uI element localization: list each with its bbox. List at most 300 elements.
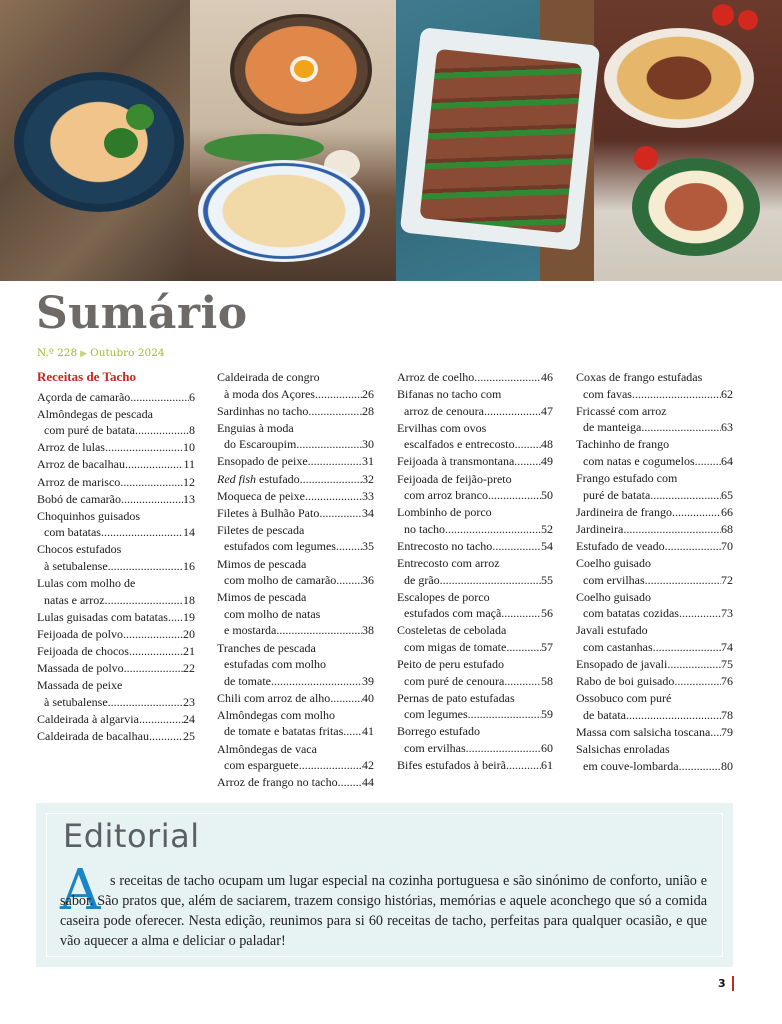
- toc-page-number: 36: [362, 573, 374, 588]
- toc-entry[interactable]: [217, 403, 374, 420]
- toc-entry[interactable]: [576, 673, 733, 690]
- dot-leader: [120, 474, 183, 491]
- toc-entry[interactable]: [576, 555, 733, 588]
- toc-entry[interactable]: [217, 505, 374, 522]
- toc-column-3: [397, 369, 553, 774]
- toc-page-number: 28: [362, 403, 374, 418]
- toc-page-number: 74: [721, 640, 733, 654]
- blue-plate: [14, 72, 184, 212]
- sliced-meat: [420, 49, 583, 233]
- dot-leader: [623, 521, 721, 538]
- dot-leader: [308, 453, 362, 470]
- toc-entry-title: Arroz de coelho: [397, 370, 475, 384]
- toc-entry-title: Caldeirada de bacalhau: [37, 728, 149, 743]
- toc-entry[interactable]: [217, 741, 374, 774]
- dot-leader: [139, 711, 183, 728]
- toc-entry-title: de manteiga: [583, 420, 642, 435]
- toc-entry-title: com molho de natas: [224, 606, 321, 621]
- toc-entry[interactable]: [217, 453, 374, 470]
- toc-entry-title: Choquinhos guisados: [37, 508, 141, 523]
- toc-entry[interactable]: [576, 538, 733, 555]
- toc-entry-title: Feijoada à transmontana: [397, 454, 515, 469]
- toc-page-number: 16: [183, 559, 195, 574]
- toc-entry-title: Arroz de bacalhau: [37, 457, 125, 472]
- toc-entry-title: Borrego estufado: [397, 724, 480, 739]
- toc-entry-title: à setubalense: [44, 694, 108, 709]
- dot-leader: [125, 456, 183, 473]
- toc-entry[interactable]: [217, 589, 374, 639]
- toc-entry-title: com batatas cozidas: [583, 606, 679, 621]
- dot-leader: [665, 538, 721, 555]
- toc-page-number: 78: [721, 707, 733, 722]
- toc-entry-title: puré de batata: [583, 487, 651, 502]
- dot-leader: [129, 643, 183, 660]
- toc-entry[interactable]: [397, 757, 553, 774]
- toc-page-number: 39: [362, 673, 374, 688]
- toc-page-number: 46: [541, 370, 553, 384]
- toc-entry-title: de grão: [404, 572, 440, 587]
- toc-page-number: 42: [362, 758, 374, 773]
- toc-entry-title: com ervilhas: [583, 572, 645, 587]
- toc-page-number: 20: [183, 626, 195, 641]
- toc-entry-title: à setubalense: [44, 559, 108, 574]
- toc-entry[interactable]: [397, 420, 553, 453]
- toc-page-number: 48: [541, 437, 553, 452]
- toc-page-number: 49: [541, 454, 553, 469]
- toc-entry-title: estufadas com molho: [224, 657, 326, 672]
- toc-entry[interactable]: [37, 491, 195, 508]
- toc-entry-title: Almôndegas com molho: [217, 707, 335, 722]
- page-number: 3: [718, 977, 726, 990]
- toc-entry[interactable]: [576, 369, 733, 402]
- toc-entry-title: Moqueca de peixe: [217, 488, 305, 503]
- toc-entry-title: Enguias à moda: [217, 420, 294, 435]
- toc-entry[interactable]: [576, 741, 733, 774]
- toc-entry[interactable]: [37, 609, 195, 626]
- toc-entry[interactable]: [397, 369, 553, 386]
- toc-entry-title: Ossobuco com puré: [576, 691, 672, 706]
- toc-entry-title: Arroz de frango no tacho: [217, 775, 338, 790]
- toc-page-number: 66: [721, 504, 733, 519]
- toc-entry[interactable]: [576, 656, 733, 673]
- toc-entry-title: Javali estufado: [576, 623, 648, 638]
- toc-page-number: 65: [721, 487, 733, 502]
- toc-entry-title: de tomate e batatas fritas: [224, 724, 344, 739]
- issue-date: Outubro 2024: [90, 347, 165, 359]
- toc-entry[interactable]: [576, 622, 733, 655]
- toc-entry-title: Sardinhas no tacho: [217, 403, 309, 418]
- dot-leader: [336, 572, 362, 589]
- toc-entry-title: Bobó de camarão: [37, 491, 121, 506]
- toc-page-number: 23: [183, 694, 195, 709]
- toc-entry-title: com arroz branco: [404, 488, 488, 503]
- toc-entry-title: no tacho: [404, 521, 445, 536]
- toc-entry-title: Jardineira de frango: [576, 504, 672, 519]
- toc-entry[interactable]: [37, 643, 195, 660]
- toc-entry-title: Fricassé com arroz: [576, 403, 667, 418]
- dot-leader: [679, 605, 721, 622]
- toc-entry[interactable]: [217, 369, 374, 402]
- dot-leader: [466, 740, 541, 757]
- toc-entry[interactable]: [217, 420, 374, 453]
- toc-page-number: 63: [721, 420, 733, 435]
- toc-page-number: 22: [183, 661, 195, 676]
- toc-entry-title: Caldeirada de congro: [217, 370, 320, 384]
- toc-page-number: 34: [362, 505, 374, 520]
- oxtail-plate: [632, 158, 760, 256]
- toc-entry-title: Almôndegas de vaca: [217, 741, 317, 756]
- toc-entry[interactable]: [576, 521, 733, 538]
- toc-entry-title: Costeletas de cebolada: [397, 623, 507, 638]
- toc-entry[interactable]: [217, 690, 374, 707]
- toc-entry-title: arroz de cenoura: [404, 403, 484, 418]
- toc-page-number: 50: [541, 488, 553, 503]
- toc-entry[interactable]: [37, 406, 195, 439]
- dot-leader: [645, 572, 721, 589]
- toc-page-number: 31: [362, 454, 374, 469]
- toc-entry[interactable]: [576, 724, 733, 741]
- egg-yolk: [290, 56, 318, 82]
- toc-entry-title: Bifanas no tacho com: [397, 387, 502, 402]
- toc-entry[interactable]: [37, 575, 195, 608]
- dot-leader: [305, 488, 362, 505]
- toc-entry[interactable]: [397, 656, 553, 689]
- toc-entry-title: do Escaroupim: [224, 437, 297, 452]
- toc-page-number: 58: [541, 673, 553, 688]
- dot-leader: [108, 558, 183, 575]
- dot-leader: [679, 758, 721, 775]
- toc-entry-title: Lulas com molho de: [37, 576, 136, 591]
- toc-entry-title: Escalopes de porco: [397, 589, 490, 604]
- toc-page-number: 32: [362, 471, 374, 486]
- toc-page-number: 35: [362, 539, 374, 554]
- toc-entry-title: com ervilhas: [404, 741, 466, 756]
- toc-entry[interactable]: [397, 453, 553, 470]
- toc-entry-title: de tomate: [224, 673, 271, 688]
- toc-entry[interactable]: [37, 728, 195, 745]
- toc-entry[interactable]: [37, 541, 195, 574]
- herbs: [204, 134, 324, 162]
- toc-entry[interactable]: [397, 504, 553, 537]
- editorial-body: s receitas de tacho ocupam um lugar especial na cozinha portuguesa e são sinónimo de conforto, união e sabor. São pratos que, além de saciarem, trazem consigo histórias, memórias e aquele aconchego que só a comida caseira pode oferecer. Nesta edição, reunimos para si 60 receitas de tacho, perfeitas para qualquer ocasião, e que vão aquecer a alma e deliciar o paladar!: [60, 873, 707, 949]
- toc-entry[interactable]: [217, 522, 374, 555]
- toc-page-number: 24: [183, 711, 195, 726]
- triangle-right-icon: ▶: [80, 349, 88, 359]
- toc-entry-title: Frango estufado com: [576, 471, 678, 486]
- issue-line: [37, 347, 165, 359]
- toc-page-number: 76: [721, 674, 733, 689]
- toc-page-number: 56: [541, 606, 553, 621]
- toc-page-number: 59: [541, 707, 553, 722]
- toc-entry[interactable]: [576, 403, 733, 436]
- toc-entry-title: Entrecosto com arroz: [397, 556, 500, 571]
- toc-entry-title: Mimos de pescada: [217, 590, 307, 605]
- toc-page-number: 25: [183, 728, 195, 743]
- toc-entry[interactable]: [397, 690, 553, 723]
- toc-entry-title: Coelho guisado: [576, 589, 651, 604]
- toc-page-number: 80: [721, 758, 733, 773]
- dot-leader: [135, 422, 189, 439]
- toc-page-number: 47: [541, 403, 553, 418]
- toc-entry-title: Peito de peru estufado: [397, 657, 504, 672]
- editorial-box: [36, 803, 733, 967]
- toc-entry-title: Tranches de pescada: [217, 640, 316, 655]
- toc-entry-title: Ervilhas com ovos: [397, 420, 487, 435]
- toc-entry-title: Feijoada de feijão-preto: [397, 471, 512, 486]
- dot-leader: [641, 419, 721, 436]
- dot-leader: [343, 723, 362, 740]
- toc-page-number: 41: [362, 724, 374, 739]
- toc-page-number: 52: [541, 521, 553, 536]
- toc-entry-title: e mostarda: [224, 623, 277, 638]
- toc-entry-title: Chocos estufados: [37, 542, 122, 557]
- dot-leader: [308, 403, 362, 420]
- toc-entry[interactable]: [397, 622, 553, 655]
- dot-leader: [105, 439, 183, 456]
- dot-leader: [468, 706, 541, 723]
- toc-entry[interactable]: [37, 474, 195, 491]
- spaghetti-plate: [604, 28, 754, 128]
- toc-entry-title: Massada de polvo: [37, 661, 124, 676]
- toc-entry[interactable]: [397, 723, 553, 756]
- toc-entry-title: estufados com legumes: [224, 539, 336, 554]
- toc-entry-title: com puré de cenoura: [404, 673, 505, 688]
- dot-leader: [474, 369, 541, 386]
- toc-page-number: 54: [541, 538, 553, 553]
- dot-leader: [276, 622, 362, 639]
- toc-entry-title: Massada de peixe: [37, 678, 123, 693]
- toc-entry[interactable]: [217, 471, 374, 488]
- header-photo-strip: [0, 0, 782, 281]
- toc-page-number: 26: [362, 386, 374, 401]
- tomato-shape: [712, 4, 734, 26]
- toc-entry-title: Caldeirada à algarvia: [37, 711, 139, 726]
- dot-leader: [121, 491, 183, 508]
- dot-leader: [515, 436, 541, 453]
- broccoli-shape: [104, 128, 138, 158]
- dot-leader: [492, 538, 541, 555]
- toc-entry-title: Feijoada de polvo: [37, 626, 123, 641]
- dot-leader: [330, 690, 362, 707]
- toc-entry-title: Bifes estufados à beirã: [397, 758, 506, 773]
- toc-entry-title: Estufado de veado: [576, 538, 665, 553]
- toc-page-number: 68: [721, 521, 733, 536]
- dot-leader: [506, 757, 541, 774]
- editorial-title: Editorial: [63, 817, 200, 855]
- tomato-shape: [634, 146, 658, 170]
- dot-leader: [336, 538, 362, 555]
- toc-entry-title: estufados com maçã: [404, 606, 502, 621]
- toc-entry[interactable]: [217, 488, 374, 505]
- dot-leader: [338, 774, 362, 791]
- dot-leader: [695, 453, 721, 470]
- dot-leader: [445, 521, 541, 538]
- toc-entry-title: de batata: [583, 707, 626, 722]
- toc-entry-title: com puré de batata: [44, 423, 135, 438]
- issue-number: N.º 228: [37, 347, 78, 359]
- toc-entry[interactable]: [37, 677, 195, 710]
- dot-leader: [667, 656, 721, 673]
- toc-entry[interactable]: [37, 660, 195, 677]
- dot-leader: [626, 707, 721, 724]
- toc-page-number: 61: [541, 758, 553, 773]
- toc-column-1: [37, 369, 195, 745]
- toc-entry[interactable]: [576, 589, 733, 622]
- toc-entry[interactable]: [217, 556, 374, 589]
- toc-entry-title: Arroz de lulas: [37, 440, 105, 455]
- toc-entry-title: com batatas: [44, 525, 101, 540]
- toc-entry[interactable]: [576, 470, 733, 503]
- toc-entry-title: Lulas guisadas com batatas: [37, 609, 168, 624]
- toc-entry-title: Tachinho de frango: [576, 437, 670, 452]
- dot-leader: [488, 487, 541, 504]
- toc-entry[interactable]: [217, 707, 374, 740]
- toc-entry-title: Chili com arroz de alho: [217, 690, 331, 705]
- toc-page-number: 21: [183, 644, 195, 658]
- toc-page-number: 70: [721, 538, 733, 553]
- toc-entry[interactable]: [397, 555, 553, 588]
- toc-page-number: 14: [183, 525, 195, 540]
- page-title: Sumário: [36, 288, 248, 339]
- toc-entry[interactable]: [397, 589, 553, 622]
- photo-acorda: [0, 0, 190, 281]
- toc-entry[interactable]: [37, 508, 195, 541]
- toc-entry[interactable]: [37, 456, 195, 473]
- toc-entry[interactable]: [576, 436, 733, 469]
- toc-column-4: [576, 369, 733, 775]
- dot-leader: [300, 471, 362, 488]
- toc-entry-title: escalfados e entrecosto: [404, 437, 515, 452]
- toc-entry[interactable]: [37, 711, 195, 728]
- toc-page-number: 10: [183, 440, 195, 455]
- toc-entry-title: Almôndegas de pescada: [37, 406, 153, 421]
- dot-leader: [296, 436, 362, 453]
- dot-leader: [168, 609, 183, 626]
- dot-leader: [674, 673, 721, 690]
- toc-entry-title: Arroz de marisco: [37, 474, 121, 489]
- toc-page-number: 33: [362, 488, 374, 503]
- toc-column-2: [217, 369, 374, 791]
- toc-page-number: 13: [183, 491, 195, 506]
- toc-entry-title: Red fish estufado: [217, 471, 300, 486]
- dot-leader: [319, 505, 362, 522]
- toc-entry-title: Rabo de boi guisado: [576, 674, 675, 689]
- toc-entry-title: Filetes de pescada: [217, 522, 305, 537]
- toc-entry-title: natas e arroz: [44, 592, 105, 607]
- dot-leader: [123, 626, 183, 643]
- toc-entry-title: Entrecosto no tacho: [397, 538, 493, 553]
- dot-leader: [271, 673, 362, 690]
- dot-leader: [440, 572, 541, 589]
- toc-entry-title: Salsichas enroladas: [576, 742, 670, 757]
- toc-entry[interactable]: [37, 626, 195, 643]
- dot-leader: [506, 639, 541, 656]
- toc-entry[interactable]: [217, 640, 374, 690]
- dot-leader: [501, 605, 541, 622]
- dot-leader: [130, 389, 189, 406]
- toc-page-number: 11: [183, 457, 195, 472]
- toc-entry-title: Coxas de frango estufadas: [576, 370, 703, 384]
- broccoli-shape: [126, 104, 154, 130]
- toc-page-number: 44: [362, 775, 374, 790]
- toc-entry-title: Ensopado de peixe: [217, 454, 308, 469]
- toc-entry-title: com favas: [583, 386, 632, 401]
- dot-leader: [653, 639, 721, 656]
- toc-entry[interactable]: [37, 439, 195, 456]
- toc-page-number: 12: [183, 474, 195, 489]
- toc-entry-title: com legumes: [404, 707, 468, 722]
- toc-page-number: 60: [541, 741, 553, 756]
- toc-page-number: 40: [362, 690, 374, 705]
- dot-leader: [105, 592, 183, 609]
- toc-entry[interactable]: [397, 538, 553, 555]
- toc-entry-title: com molho de camarão: [224, 573, 337, 588]
- toc-entry-title: Açorda de camarão: [37, 389, 131, 404]
- toc-entry-title: com natas e cogumelos: [583, 453, 695, 468]
- dot-leader: [484, 403, 541, 420]
- toc-entry-title: Pernas de pato estufadas: [397, 690, 515, 705]
- toc-entry[interactable]: [37, 389, 195, 406]
- toc-page-number: 62: [721, 386, 733, 401]
- toc-page-number: 75: [721, 657, 733, 672]
- editorial-dropcap: A: [60, 858, 101, 923]
- dot-leader: [710, 724, 721, 741]
- toc-entry-title: com esparguete: [224, 758, 299, 773]
- toc-page-number: 64: [721, 453, 733, 468]
- toc-entry-title: Coelho guisado: [576, 556, 651, 571]
- dot-leader: [315, 386, 362, 403]
- toc-page-number: 73: [721, 606, 733, 621]
- toc-entry-title: em couve-lombarda: [583, 758, 679, 773]
- toc-page-number: 6: [189, 389, 195, 404]
- toc-entry-title: Feijoada de chocos: [37, 644, 129, 658]
- tomato-shape: [738, 10, 758, 30]
- dot-leader: [504, 673, 541, 690]
- toc-entry[interactable]: [397, 471, 553, 504]
- toc-page-number: 38: [362, 623, 374, 638]
- toc-entry-title: com castanhas: [583, 640, 653, 654]
- toc-entry-title: com migas de tomate: [404, 640, 507, 654]
- toc-entry-title: Massa com salsicha toscana: [576, 724, 711, 739]
- toc-page-number: 18: [183, 592, 195, 607]
- toc-entry-title: Filetes à Bulhão Pato: [217, 505, 320, 520]
- toc-page-number: 30: [362, 437, 374, 452]
- editorial-text: [60, 871, 707, 951]
- toc-page-number: 55: [541, 572, 553, 587]
- dot-leader: [672, 504, 721, 521]
- toc-entry[interactable]: [397, 386, 553, 419]
- toc-entry-title: Lombinho de porco: [397, 505, 492, 520]
- dot-leader: [299, 757, 362, 774]
- toc-entry[interactable]: [576, 504, 733, 521]
- page-number-bar: [732, 976, 734, 991]
- dot-leader: [149, 728, 183, 745]
- section-title: Receitas de Tacho: [37, 369, 136, 384]
- dot-leader: [650, 487, 721, 504]
- toc-entry-title: Ensopado de javali: [576, 657, 668, 672]
- dot-leader: [632, 386, 721, 403]
- toc-entry[interactable]: [217, 774, 374, 791]
- toc-entry-title: à moda dos Açores: [224, 386, 315, 401]
- toc-page-number: 57: [541, 640, 553, 654]
- toc-entry[interactable]: [576, 690, 733, 723]
- toc-entry-title: Mimos de pescada: [217, 556, 307, 571]
- dot-leader: [108, 694, 183, 711]
- toc-page-number: 19: [183, 609, 195, 624]
- dot-leader: [101, 524, 183, 541]
- dot-leader: [124, 660, 183, 677]
- white-bowl: [198, 160, 370, 262]
